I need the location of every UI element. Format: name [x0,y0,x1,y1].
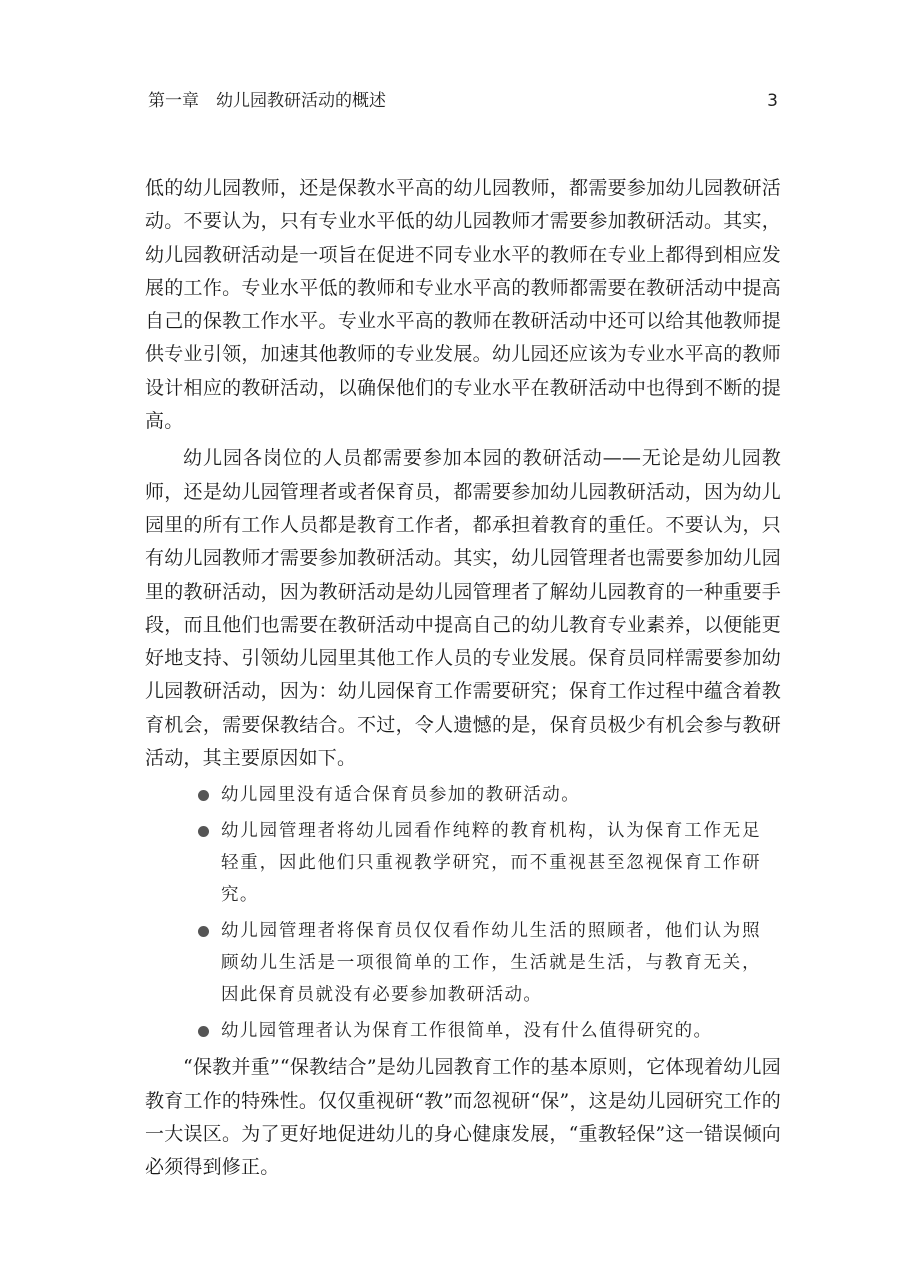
list-item-text: 幼儿园管理者将幼儿园看作纯粹的教育机构，认为保育工作无足轻重，因此他们只重视教学研究，而不重视甚至忽视保育工作研究。 [221,821,761,906]
bullet-icon [198,790,209,801]
body-text [145,172,781,1185]
reasons-list [145,779,781,1047]
list-item [145,815,781,911]
list-item [145,915,781,1011]
paragraph-staff-participation: 幼儿园各岗位的人员都需要参加本园的教研活动——无论是幼儿园教师，还是幼儿园管理者或者保育员，都需要参加幼儿园教研活动，因为幼儿园里的所有工作人员都是教育工作者，都承担着教育的重任。不要认为，只有幼儿园教师才需要参加教研活动。其实，幼儿园管理者也需要参加幼儿园里的教研活动，因为教研活动是幼儿园管理者了解幼儿园教育的一种重要手段，而且他们也需要在教研活动中提高自己的幼儿教育专业素养，以便能更好地支持、引领幼儿园里其他工作人员的专业发展。保育员同样需要参加幼儿园教研活动，因为：幼儿园保育工作需要研究；保育工作过程中蕴含着教育机会，需要保教结合。不过，令人遗憾的是，保育员极少有机会参与教研活动，其主要原因如下。 [145,447,781,770]
list-item [145,1015,781,1047]
chapter-title: 第一章 幼儿园教研活动的概述 [148,91,386,111]
list-item-text: 幼儿园管理者将保育员仅仅看作幼儿生活的照顾者，他们认为照顾幼儿生活是一项很简单的工作，生活就是生活，与教育无关，因此保育员就没有必要参加教研活动。 [221,921,761,1006]
list-item-text: 幼儿园管理者认为保育工作很简单，没有什么值得研究的。 [221,1021,713,1042]
running-head [148,88,778,114]
paragraph-care-and-education: “保教并重”“保教结合”是幼儿园教育工作的基本原则，它体现着幼儿园教育工作的特殊性。仅仅重视研“教”而忽视研“保”，这是幼儿园研究工作的一大误区。为了更好地促进幼儿的身心健康发展，“重教轻保”这一错误倾向必须得到修正。 [145,1056,781,1179]
bullet-icon [198,1026,209,1037]
paragraph-continued: 低的幼儿园教师，还是保教水平高的幼儿园教师，都需要参加幼儿园教研活动。不要认为，只有专业水平低的幼儿园教师才需要参加教研活动。其实，幼儿园教研活动是一项旨在促进不同专业水平的教师在专业上都得到相应发展的工作。专业水平低的教师和专业水平高的教师都需要在教研活动中提高自己的保教工作水平。专业水平高的教师在教研活动中还可以给其他教师提供专业引领，加速其他教师的专业发展。幼儿园还应该为专业水平高的教师设计相应的教研活动，以确保他们的专业水平在教研活动中也得到不断的提高。 [145,177,781,433]
bullet-icon [198,926,209,937]
list-item-text: 幼儿园里没有适合保育员参加的教研活动。 [221,785,581,806]
bullet-icon [198,826,209,837]
list-item [145,779,781,811]
page-number: 3 [767,91,778,111]
